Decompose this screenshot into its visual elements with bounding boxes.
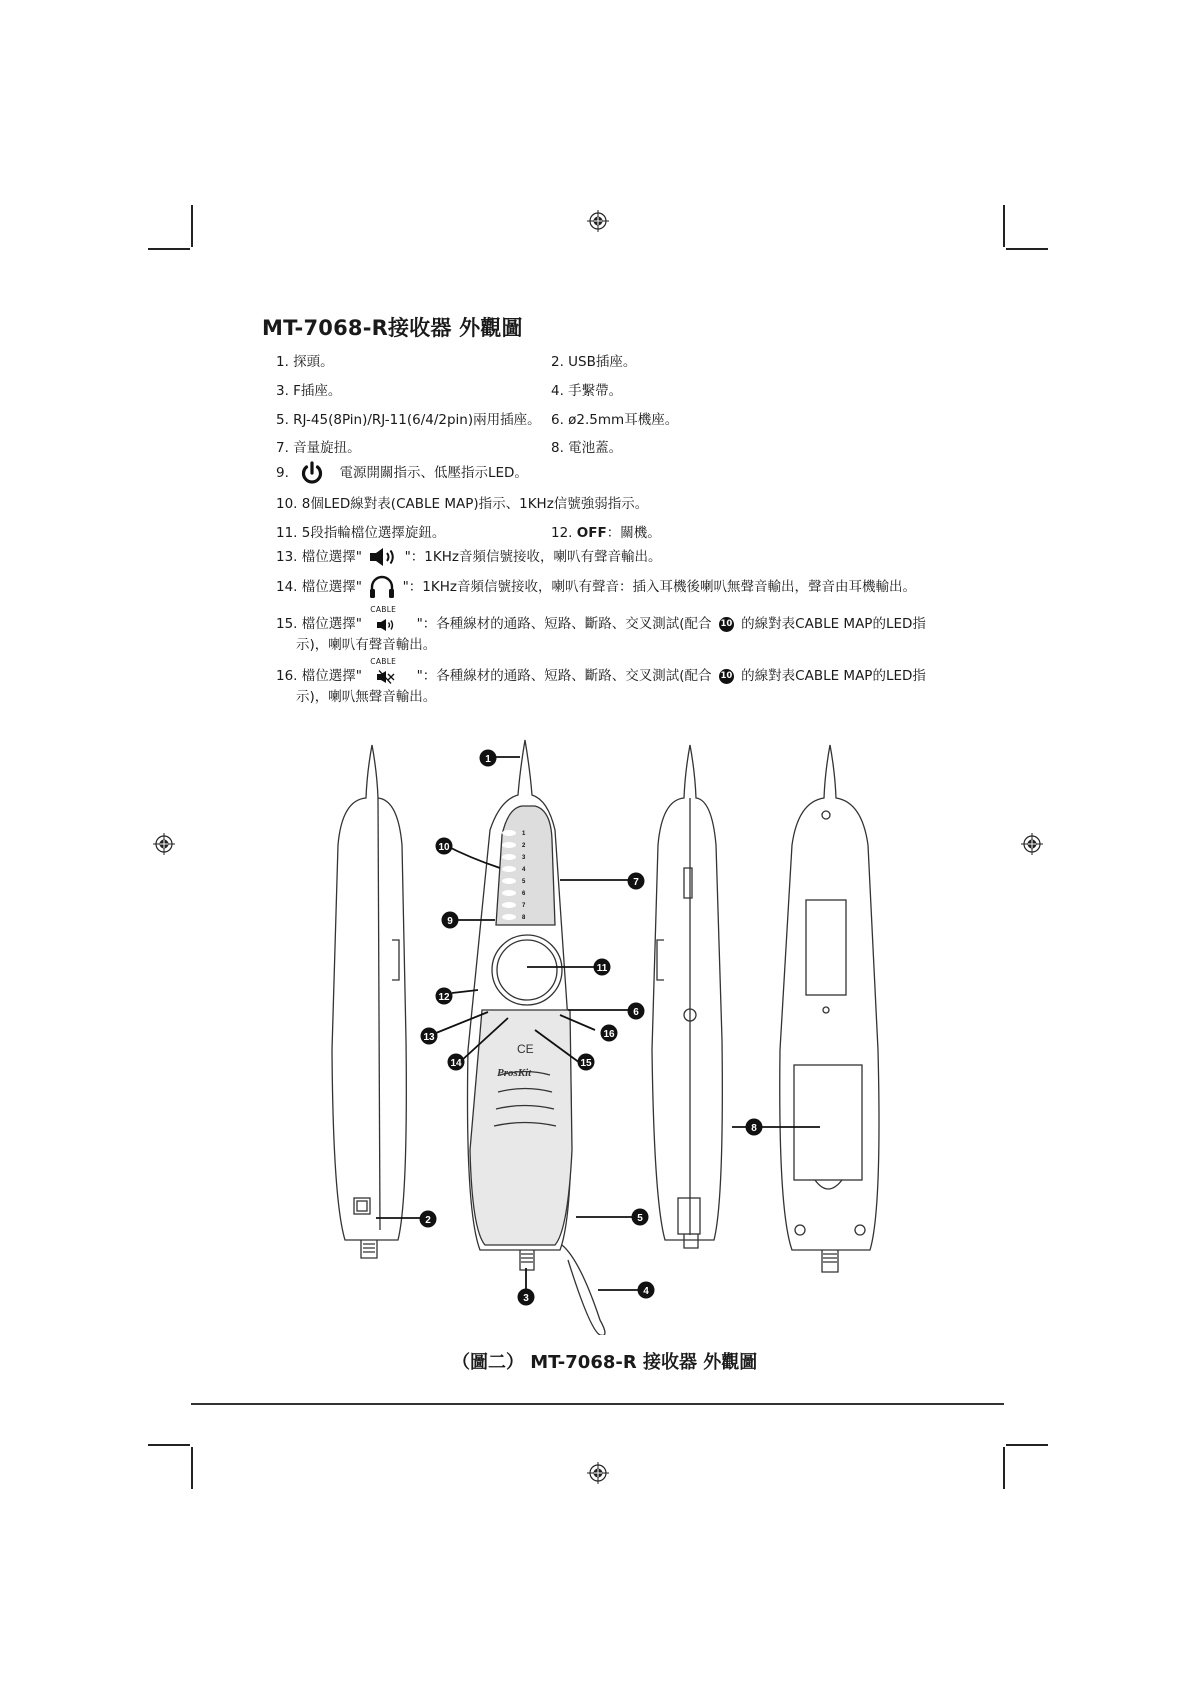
item-15-prefix: 15. 檔位選擇" bbox=[276, 616, 362, 632]
registration-mark-icon bbox=[587, 210, 609, 232]
callout-10: 10 bbox=[438, 842, 450, 853]
item-13-prefix: 13. 檔位選擇" bbox=[276, 549, 362, 565]
page-title: MT-7068-R接收器 外觀圖 bbox=[262, 316, 523, 340]
cable-label: CABLE bbox=[370, 605, 397, 614]
crop-mark bbox=[1003, 1447, 1005, 1489]
brand-logo: ProsKit bbox=[497, 1067, 532, 1079]
item-4: 4. 手繫帶。 bbox=[551, 383, 623, 399]
speaker-muted-icon bbox=[376, 670, 396, 684]
callout-8: 8 bbox=[751, 1123, 757, 1134]
item-16-text-end: 的線對表CABLE MAP的LED指 bbox=[741, 668, 926, 684]
crop-mark bbox=[191, 205, 193, 247]
led-number: 1 bbox=[522, 831, 526, 837]
item-9 bbox=[276, 460, 528, 486]
item-14-prefix: 14. 檔位選擇" bbox=[276, 579, 362, 595]
led-number: 6 bbox=[522, 891, 526, 897]
registration-mark-icon bbox=[1021, 833, 1043, 855]
led-number: 4 bbox=[522, 867, 526, 873]
crop-mark bbox=[1003, 205, 1005, 247]
led-number: 7 bbox=[522, 903, 526, 909]
item-15-text: "：各種線材的通路、短路、斷路、交叉測試(配合 bbox=[416, 616, 712, 632]
item-13 bbox=[276, 545, 661, 568]
speaker-icon bbox=[376, 618, 396, 632]
led-number: 3 bbox=[522, 855, 526, 861]
callout-12: 12 bbox=[438, 992, 450, 1003]
device-illustration bbox=[320, 725, 920, 1335]
callout-4: 4 bbox=[643, 1286, 649, 1297]
item-12-number: 12. bbox=[551, 525, 573, 541]
callout-2: 2 bbox=[425, 1215, 431, 1226]
crop-mark bbox=[1006, 248, 1048, 250]
item-10: 10. 8個LED線對表(CABLE MAP)指示、1KHz信號強弱指示。 bbox=[276, 496, 649, 512]
item-15-text-end: 的線對表CABLE MAP的LED指 bbox=[741, 616, 926, 632]
item-16-prefix: 16. 檔位選擇" bbox=[276, 668, 362, 684]
item-11: 11. 5段指輪檔位選擇旋鈕。 bbox=[276, 525, 446, 541]
item-3: 3. F插座。 bbox=[276, 383, 342, 399]
callout-3: 3 bbox=[523, 1293, 529, 1304]
item-7: 7. 音量旋扭。 bbox=[276, 440, 361, 456]
item-9-text: 電源開關指示、低壓指示LED。 bbox=[339, 465, 528, 481]
item-6: 6. ø2.5mm耳機座。 bbox=[551, 412, 679, 428]
callout-13: 13 bbox=[423, 1032, 435, 1043]
callout-15: 15 bbox=[580, 1058, 592, 1069]
item-16-text: "：各種線材的通路、短路、斷路、交叉測試(配合 bbox=[416, 668, 712, 684]
ref-10-badge: 10 bbox=[719, 617, 734, 632]
callout-16: 16 bbox=[603, 1029, 615, 1040]
crop-mark bbox=[191, 1447, 193, 1489]
led-number: 5 bbox=[522, 879, 526, 885]
callout-7: 7 bbox=[633, 877, 639, 888]
item-5: 5. RJ-45(8Pin)/RJ-11(6/4/2pin)兩用插座。 bbox=[276, 412, 541, 428]
callout-9: 9 bbox=[447, 916, 453, 927]
ref-10-badge: 10 bbox=[719, 669, 734, 684]
item-15-line2: 示)，喇叭有聲音輸出。 bbox=[296, 637, 437, 653]
led-number: 8 bbox=[522, 915, 526, 921]
item-1: 1. 探頭。 bbox=[276, 354, 334, 370]
callout-14: 14 bbox=[450, 1058, 462, 1069]
callout-6: 6 bbox=[633, 1007, 639, 1018]
registration-mark-icon bbox=[153, 833, 175, 855]
crop-mark bbox=[148, 248, 190, 250]
item-16-line2: 示)，喇叭無聲音輸出。 bbox=[296, 689, 437, 705]
item-13-text: "：1KHz音頻信號接收，喇叭有聲音輸出。 bbox=[404, 549, 662, 565]
item-12-text: ：關機。 bbox=[606, 525, 661, 541]
device-left-side bbox=[332, 745, 406, 1240]
crop-mark bbox=[1006, 1444, 1048, 1446]
item-14-text: "：1KHz音頻信號接收，喇叭有聲音：插入耳機後喇叭無聲音輸出，聲音由耳機輸出。 bbox=[402, 579, 916, 595]
cable-label: CABLE bbox=[370, 657, 397, 666]
item-12 bbox=[551, 521, 661, 541]
item-16 bbox=[276, 657, 926, 686]
callout-11: 11 bbox=[596, 963, 608, 974]
device-right-side bbox=[652, 745, 722, 1240]
item-8: 8. 電池蓋。 bbox=[551, 440, 623, 456]
figure-caption: （圖二） MT-7068-R 接收器 外觀圖 bbox=[452, 1352, 758, 1373]
ce-mark: CE bbox=[517, 1042, 534, 1056]
led-number: 2 bbox=[522, 843, 526, 849]
item-15 bbox=[276, 605, 926, 634]
item-2: 2. USB插座。 bbox=[551, 354, 637, 370]
callout-5: 5 bbox=[637, 1213, 643, 1224]
headphone-icon bbox=[368, 575, 396, 599]
speaker-icon bbox=[368, 546, 398, 568]
callout-1: 1 bbox=[485, 754, 491, 765]
item-9-number: 9. bbox=[276, 465, 289, 481]
footer-divider bbox=[191, 1403, 1004, 1405]
item-12-off-label: OFF bbox=[576, 525, 607, 541]
crop-mark bbox=[148, 1444, 190, 1446]
item-14 bbox=[276, 575, 916, 599]
registration-mark-icon bbox=[587, 1462, 609, 1484]
power-icon bbox=[299, 460, 325, 486]
